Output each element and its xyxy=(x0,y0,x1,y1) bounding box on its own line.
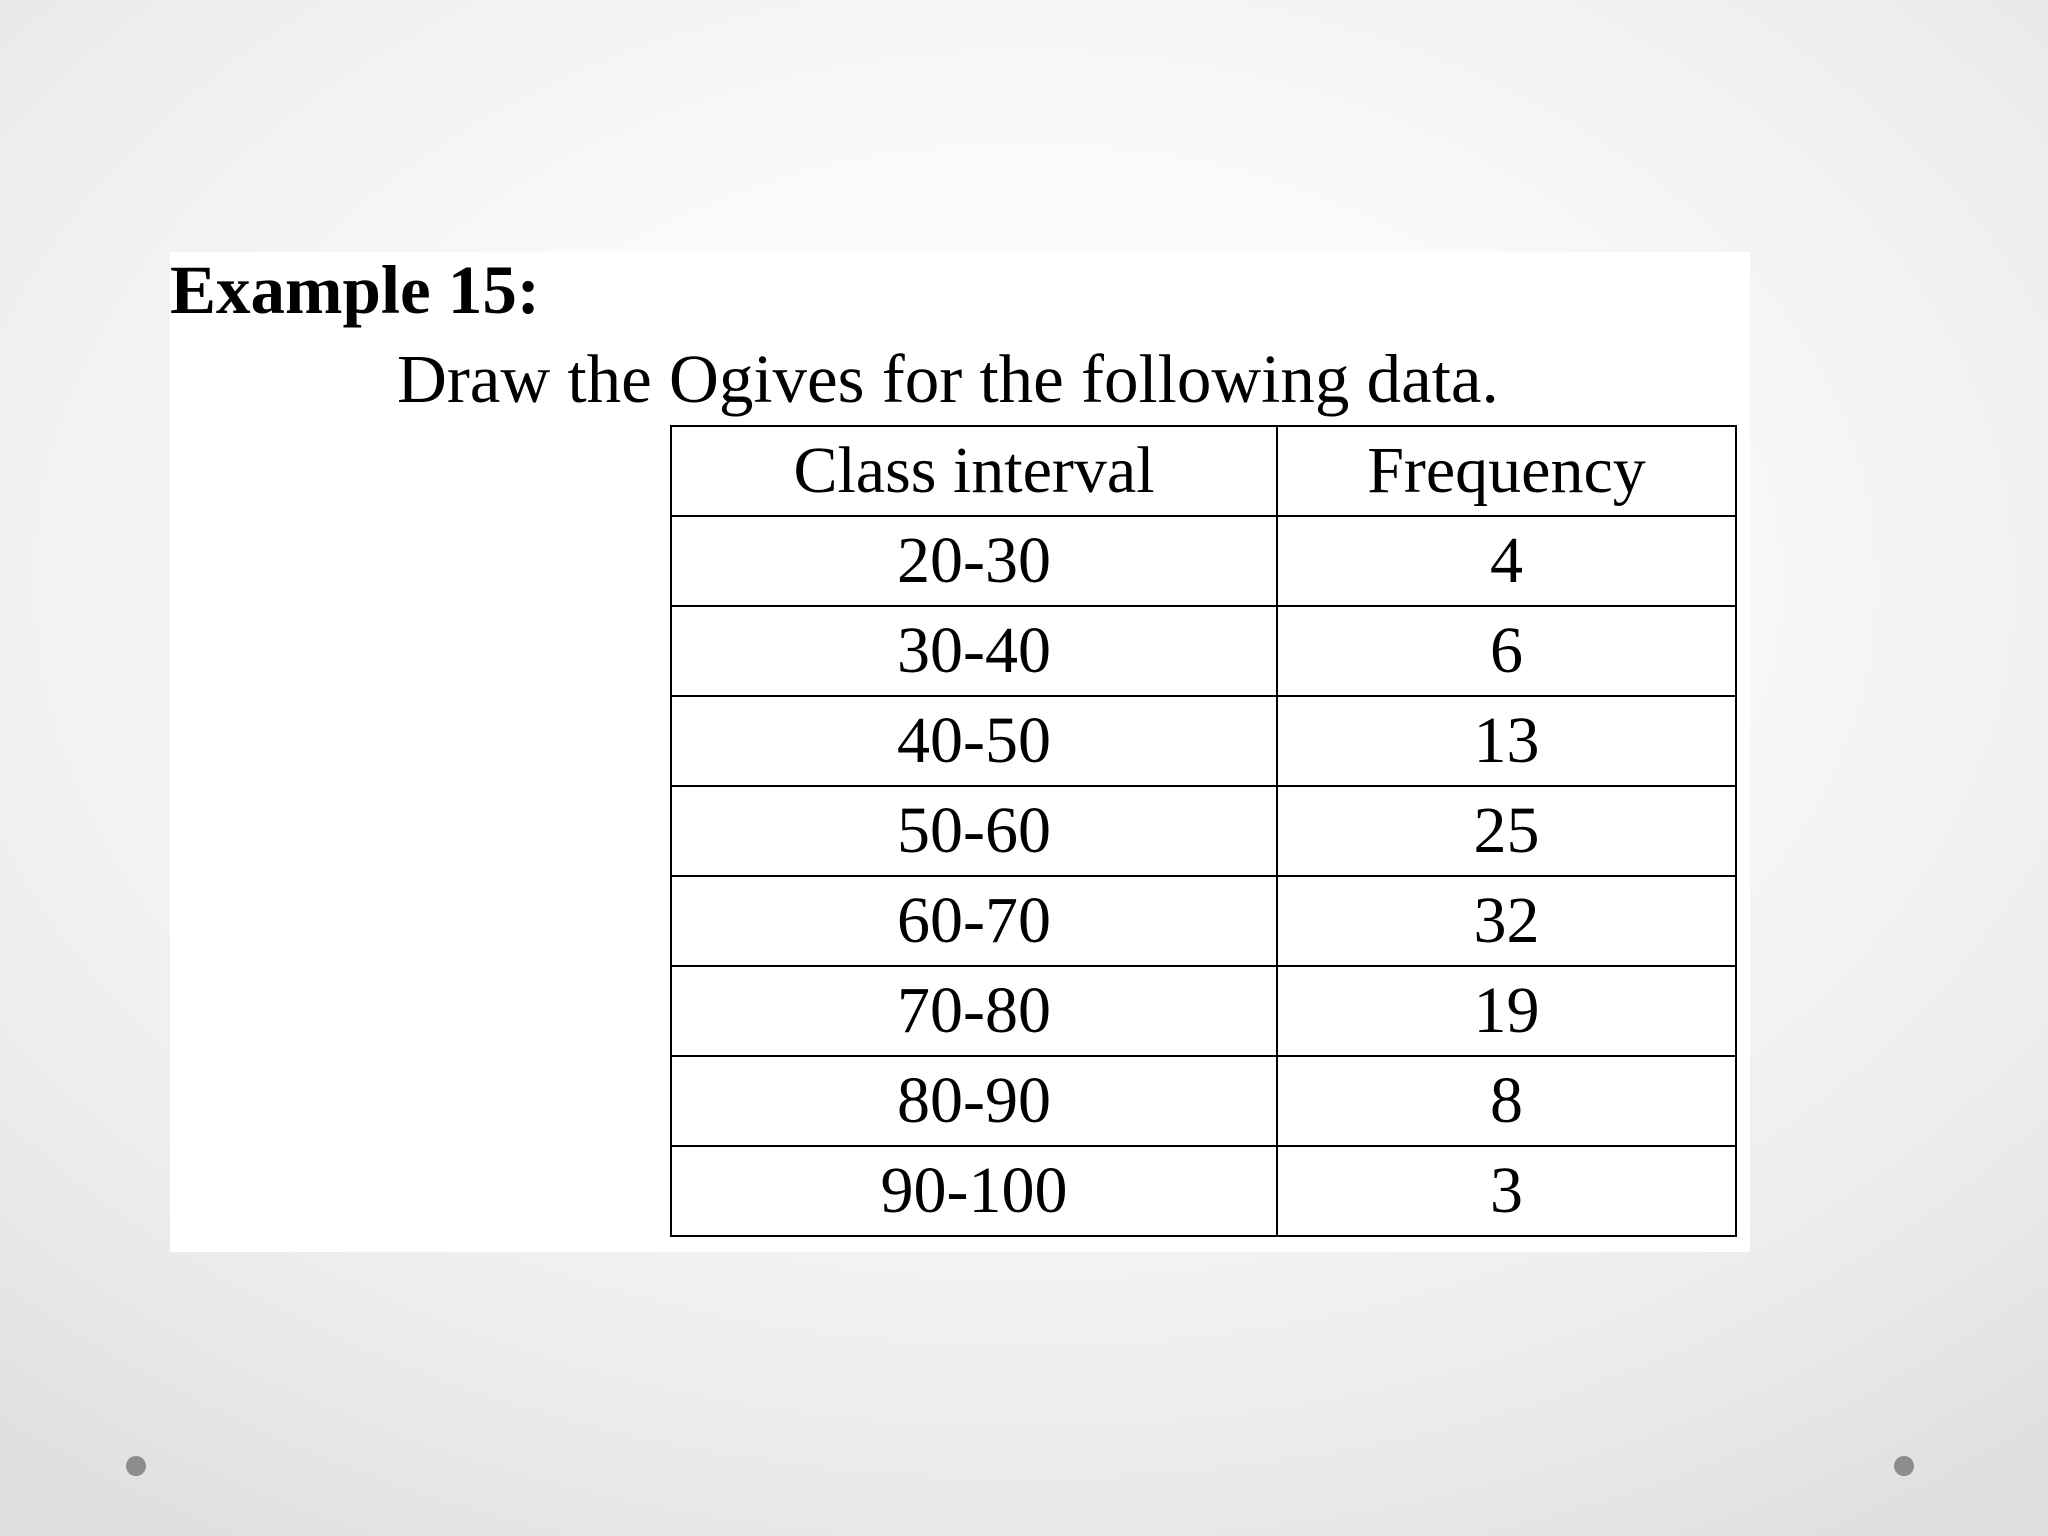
table-row xyxy=(671,966,1736,1056)
frequency-table xyxy=(670,425,1737,1237)
frequency-cell: 3 xyxy=(1277,1146,1736,1236)
class-interval-cell: 90-100 xyxy=(671,1146,1277,1236)
table-row xyxy=(671,876,1736,966)
frequency-cell: 8 xyxy=(1277,1056,1736,1146)
dot-icon xyxy=(126,1456,146,1476)
class-interval-cell: 40-50 xyxy=(671,696,1277,786)
frequency-cell: 6 xyxy=(1277,606,1736,696)
class-interval-cell: 30-40 xyxy=(671,606,1277,696)
table-row xyxy=(671,606,1736,696)
frequency-cell: 13 xyxy=(1277,696,1736,786)
table-row xyxy=(671,516,1736,606)
frequency-cell: 4 xyxy=(1277,516,1736,606)
dot-icon xyxy=(1894,1456,1914,1476)
class-interval-cell: 80-90 xyxy=(671,1056,1277,1146)
class-interval-cell: 70-80 xyxy=(671,966,1277,1056)
frequency-cell: 25 xyxy=(1277,786,1736,876)
header-frequency: Frequency xyxy=(1277,426,1736,516)
frequency-cell: 32 xyxy=(1277,876,1736,966)
table-row xyxy=(671,1146,1736,1236)
class-interval-cell: 50-60 xyxy=(671,786,1277,876)
example-heading: Example 15: xyxy=(170,252,540,328)
frequency-cell: 19 xyxy=(1277,966,1736,1056)
table-header-row xyxy=(671,426,1736,516)
instruction-text: Draw the Ogives for the following data. xyxy=(397,341,1499,417)
class-interval-cell: 20-30 xyxy=(671,516,1277,606)
table-row xyxy=(671,1056,1736,1146)
header-class-interval: Class interval xyxy=(671,426,1277,516)
class-interval-cell: 60-70 xyxy=(671,876,1277,966)
table-row xyxy=(671,786,1736,876)
slide-content-image xyxy=(170,252,1750,1252)
table-row xyxy=(671,696,1736,786)
